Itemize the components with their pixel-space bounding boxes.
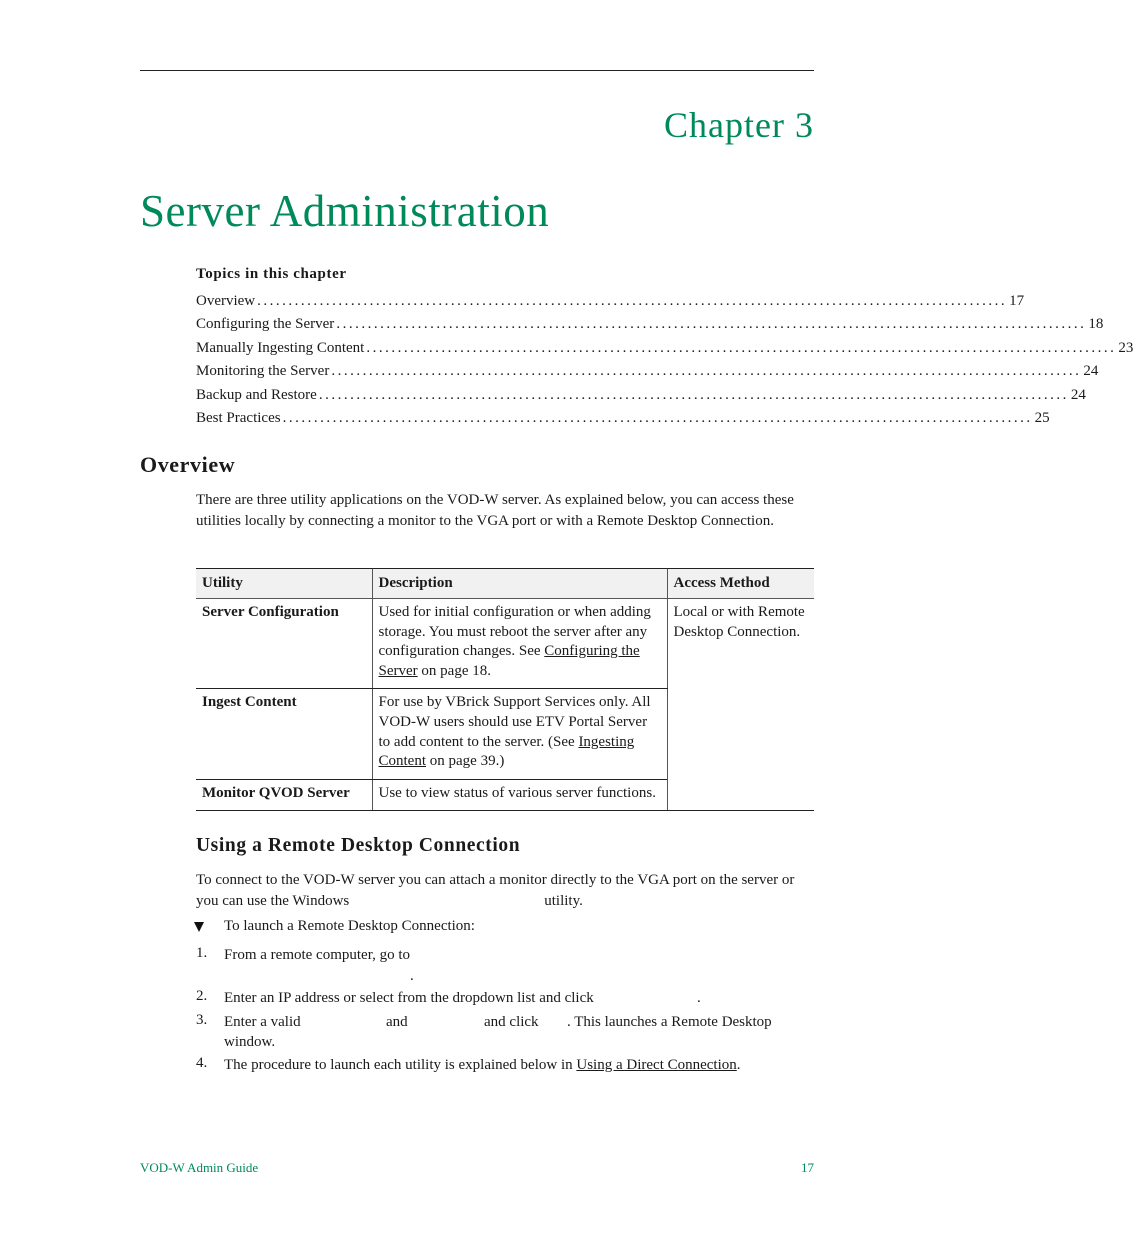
toc-entry-page: 23 (1118, 339, 1133, 356)
footer-guide-title: VOD-W Admin Guide (140, 1160, 259, 1175)
utility-name: Ingest Content (196, 689, 372, 779)
toc-entry-best-practices[interactable] (196, 409, 1050, 433)
toc-leader-dots: ........................................................................................................................ (366, 339, 1117, 356)
step-3-text: . This launches a Remote Desktop (567, 1014, 772, 1030)
toc-entry-backup-and-restore[interactable] (196, 386, 1086, 410)
toc-entry-title: Best Practices (196, 409, 281, 426)
description-text: on page 18. (417, 662, 491, 679)
utility-name: Monitor QVOD Server (196, 779, 372, 811)
toc-entry-title: Backup and Restore (196, 386, 317, 403)
step-1-text: From a remote computer, go to (224, 947, 411, 963)
step-4-text-part: The procedure to launch each utility is explained below in (224, 1057, 577, 1073)
table-header-access-method: Access Method (667, 569, 814, 599)
toc-leader-dots: ........................................................................................................................ (331, 363, 1082, 380)
step-3-text: and click (484, 1014, 539, 1030)
toc-entry-title: Monitoring the Server (196, 363, 330, 380)
toc-leader-dots: ........................................................................................................................ (282, 409, 1033, 426)
step-number: 3. (196, 1012, 208, 1028)
step-1-period: . (410, 968, 414, 984)
procedure-triangle-icon (194, 922, 204, 932)
toc-leader-dots: ........................................................................................................................ (257, 293, 1008, 309)
rdc-paragraph-text: utility. (544, 892, 583, 909)
procedure-intro: To launch a Remote Desktop Connection: (224, 918, 475, 934)
step-3-text: window. (224, 1034, 276, 1050)
toc-leader-dots: ........................................................................................................................ (336, 316, 1087, 333)
step-2-period: . (697, 990, 701, 1006)
overview-paragraph: There are three utility applications on the VOD-W server. As explained below, you can access these utilities locally by connecting a monitor to the VGA port or with a Remote Desktop Connection. (196, 492, 794, 529)
toc-entry-overview[interactable] (196, 293, 1025, 316)
table-header-description: Description (372, 569, 667, 599)
description-text: on page 39.) (426, 753, 505, 770)
step-4-period: . (736, 1057, 741, 1073)
utility-description (372, 599, 667, 689)
rdc-paragraph (196, 870, 814, 911)
step-number: 2. (196, 988, 208, 1004)
description-text: Used for initial configuration or when adding storage. You must reboot the server after any configuration changes. See (378, 604, 651, 660)
table-header-row (196, 569, 814, 599)
step-4-text (224, 1055, 814, 1076)
table-header-utility: Utility (196, 569, 372, 599)
access-method-cell: Local or with Remote Desktop Connection. (667, 599, 814, 811)
toc-list (196, 293, 1133, 433)
utility-table (196, 568, 814, 811)
toc-entry-title: Overview (196, 293, 256, 309)
toc-entry-page: 18 (1088, 316, 1104, 333)
chapter-label: Chapter 3 (664, 105, 814, 145)
description-text: For use by VBrick Support Services only. All VOD-W users should use ETV Portal Server to add content to the server. (See (378, 694, 651, 750)
section-heading-overview: Overview (140, 452, 236, 477)
table-row (196, 599, 814, 689)
top-rule (140, 70, 814, 71)
toc-entry-page: 24 (1083, 363, 1099, 380)
link-using-a-direct-connection[interactable]: Using a Direct Connection (576, 1057, 737, 1073)
toc-entry-manually-ingesting-content[interactable] (196, 339, 1133, 363)
toc-heading: Topics in this chapter (196, 266, 347, 282)
utility-description (372, 689, 667, 779)
link-configuring-the-server[interactable]: Configuring the Server (378, 643, 640, 679)
toc-entry-page: 24 (1070, 386, 1086, 403)
step-number: 1. (196, 945, 208, 961)
utility-description: Use to view status of various server functions. (372, 779, 667, 811)
toc-entry-page: 17 (1009, 293, 1025, 309)
step-number: 4. (196, 1055, 208, 1071)
subsection-heading-remote-desktop: Using a Remote Desktop Connection (196, 835, 521, 856)
utility-name: Server Configuration (196, 599, 372, 689)
step-2-text: Enter an IP address or select from the dropdown list and click (224, 990, 594, 1006)
toc-entry-configuring-the-server[interactable] (196, 316, 1104, 339)
footer-page-number: 17 (801, 1160, 814, 1175)
rdc-paragraph-text: To connect to the VOD-W server you can attach a monitor directly to the VGA port on the server or you can use the Windows (196, 872, 795, 909)
step-3-text: Enter a valid (224, 1014, 301, 1030)
toc-entry-page: 25 (1034, 409, 1050, 426)
toc-entry-monitoring-the-server[interactable] (196, 363, 1099, 386)
toc-entry-title: Manually Ingesting Content (196, 339, 365, 356)
page-title: Server Administration (140, 186, 550, 236)
link-ingesting-content[interactable]: Ingesting Content (378, 733, 635, 770)
toc-entry-title: Configuring the Server (196, 316, 335, 333)
toc-leader-dots: ........................................................................................................................ (318, 386, 1069, 403)
step-3-text: and (386, 1014, 408, 1030)
